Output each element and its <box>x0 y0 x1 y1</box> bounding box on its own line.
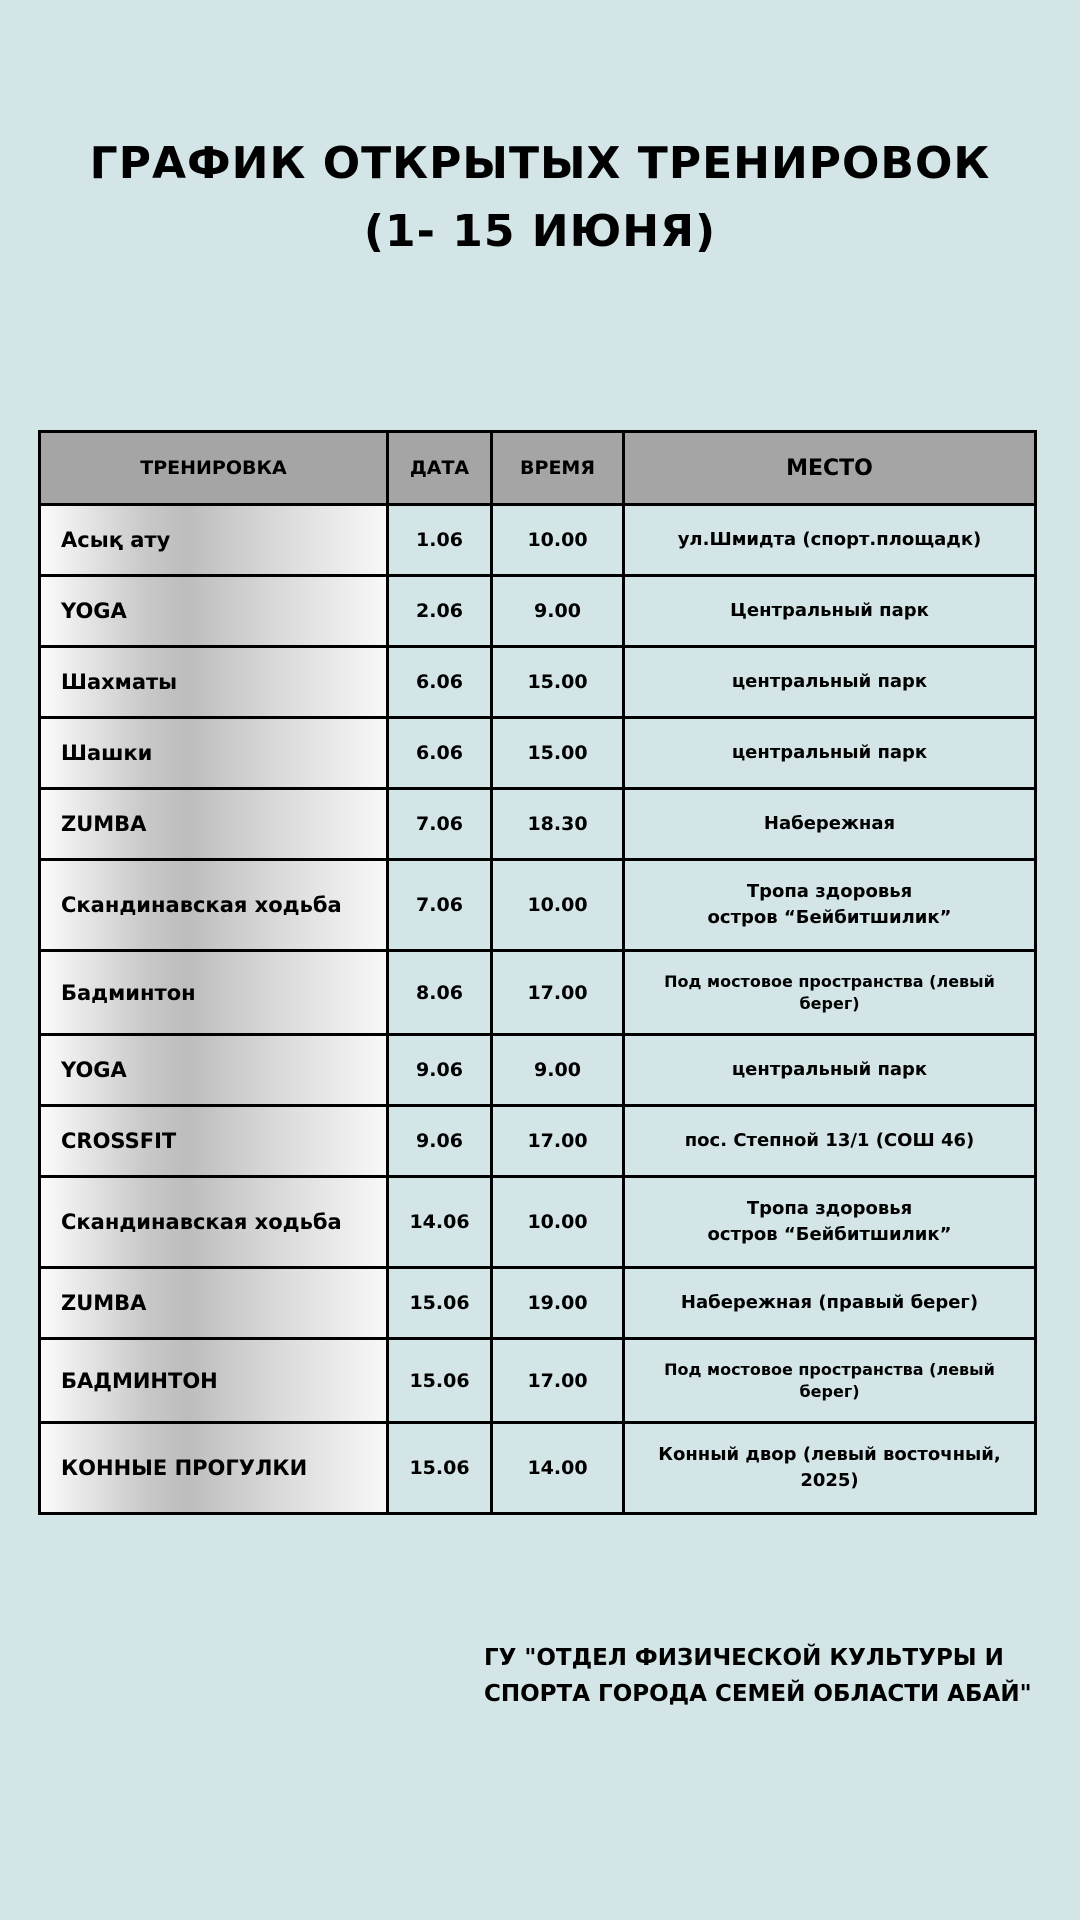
training-cell: КОННЫЕ ПРОГУЛКИ <box>40 1423 388 1514</box>
place-cell <box>624 860 1036 951</box>
place-line-1: Набережная (правый берег) <box>680 1292 979 1313</box>
place-cell <box>624 505 1036 576</box>
time-cell: 14.00 <box>492 1423 624 1514</box>
header-training: ТРЕНИРОВКА <box>40 432 388 505</box>
place-cell <box>624 1177 1036 1268</box>
training-cell: Шашки <box>40 718 388 789</box>
date-cell: 15.06 <box>388 1268 492 1339</box>
place-cell <box>624 789 1036 860</box>
date-cell: 7.06 <box>388 789 492 860</box>
organization-line-1: ГУ "ОТДЕЛ ФИЗИЧЕСКОЙ КУЛЬТУРЫ И <box>484 1645 1004 1671</box>
place-line-1: центральный парк <box>731 742 928 763</box>
place-line-1: Под мостовое пространства (левый <box>664 971 995 991</box>
page-title <box>0 130 1080 266</box>
table-row <box>40 647 1036 718</box>
table-row <box>40 860 1036 951</box>
date-cell: 6.06 <box>388 718 492 789</box>
date-cell: 9.06 <box>388 1035 492 1106</box>
place-cell <box>624 718 1036 789</box>
place-line-1: Тропа здоровья <box>746 881 913 902</box>
date-cell: 6.06 <box>388 647 492 718</box>
header-place: МЕСТО <box>624 432 1036 505</box>
date-cell: 14.06 <box>388 1177 492 1268</box>
time-cell: 17.00 <box>492 1106 624 1177</box>
place-line-1: Конный двор (левый восточный, <box>658 1444 1001 1465</box>
table-row <box>40 1177 1036 1268</box>
table-row <box>40 1106 1036 1177</box>
table-row <box>40 951 1036 1035</box>
date-cell: 8.06 <box>388 951 492 1035</box>
time-cell: 15.00 <box>492 647 624 718</box>
place-cell <box>624 1423 1036 1514</box>
date-cell: 7.06 <box>388 860 492 951</box>
place-cell <box>624 576 1036 647</box>
time-cell: 10.00 <box>492 505 624 576</box>
date-cell: 15.06 <box>388 1339 492 1423</box>
time-cell: 9.00 <box>492 576 624 647</box>
time-cell: 9.00 <box>492 1035 624 1106</box>
place-cell <box>624 1339 1036 1423</box>
table-row <box>40 505 1036 576</box>
time-cell: 19.00 <box>492 1268 624 1339</box>
training-cell: Бадминтон <box>40 951 388 1035</box>
title-line-1: ГРАФИК ОТКРЫТЫХ ТРЕНИРОВОК <box>89 138 991 189</box>
place-cell <box>624 951 1036 1035</box>
place-cell <box>624 1268 1036 1339</box>
date-cell: 1.06 <box>388 505 492 576</box>
training-cell: БАДМИНТОН <box>40 1339 388 1423</box>
time-cell: 17.00 <box>492 951 624 1035</box>
place-line-2: остров “Бейбитшилик” <box>707 907 952 928</box>
date-cell: 9.06 <box>388 1106 492 1177</box>
header-date: ДАТА <box>388 432 492 505</box>
time-cell: 18.30 <box>492 789 624 860</box>
place-line-1: центральный парк <box>731 1059 928 1080</box>
place-line-2: берег) <box>799 993 860 1013</box>
training-cell: Шахматы <box>40 647 388 718</box>
date-cell: 15.06 <box>388 1423 492 1514</box>
place-line-2: берег) <box>799 1381 860 1401</box>
place-line-2: 2025) <box>800 1470 859 1491</box>
place-cell <box>624 1035 1036 1106</box>
table-row <box>40 789 1036 860</box>
date-cell: 2.06 <box>388 576 492 647</box>
time-cell: 15.00 <box>492 718 624 789</box>
place-cell <box>624 647 1036 718</box>
table-row <box>40 1268 1036 1339</box>
organization-name <box>484 1640 1064 1712</box>
schedule-table <box>38 430 1037 1515</box>
table-row <box>40 1035 1036 1106</box>
place-line-1: Центральный парк <box>730 600 929 621</box>
time-cell: 17.00 <box>492 1339 624 1423</box>
table-header-row <box>40 432 1036 505</box>
table-row <box>40 718 1036 789</box>
training-cell: CROSSFIT <box>40 1106 388 1177</box>
place-line-1: Под мостовое пространства (левый <box>664 1359 995 1379</box>
time-cell: 10.00 <box>492 1177 624 1268</box>
place-line-1: Набережная <box>763 813 896 834</box>
table-row <box>40 576 1036 647</box>
training-cell: YOGA <box>40 576 388 647</box>
organization-line-2: СПОРТА ГОРОДА СЕМЕЙ ОБЛАСТИ АБАЙ" <box>484 1681 1032 1707</box>
table-row <box>40 1339 1036 1423</box>
place-line-1: ул.Шмидта (спорт.площадк) <box>677 529 982 550</box>
training-cell: Скандинавская ходьба <box>40 1177 388 1268</box>
place-cell <box>624 1106 1036 1177</box>
time-cell: 10.00 <box>492 860 624 951</box>
table-row <box>40 1423 1036 1514</box>
place-line-1: Тропа здоровья <box>746 1198 913 1219</box>
training-cell: Асық ату <box>40 505 388 576</box>
training-cell: YOGA <box>40 1035 388 1106</box>
header-time: ВРЕМЯ <box>492 432 624 505</box>
place-line-2: остров “Бейбитшилик” <box>707 1224 952 1245</box>
training-cell: ZUMBA <box>40 1268 388 1339</box>
training-cell: Скандинавская ходьба <box>40 860 388 951</box>
training-cell: ZUMBA <box>40 789 388 860</box>
title-line-2: (1- 15 ИЮНЯ) <box>363 206 717 257</box>
place-line-1: центральный парк <box>731 671 928 692</box>
place-line-1: пос. Степной 13/1 (СОШ 46) <box>684 1130 975 1151</box>
